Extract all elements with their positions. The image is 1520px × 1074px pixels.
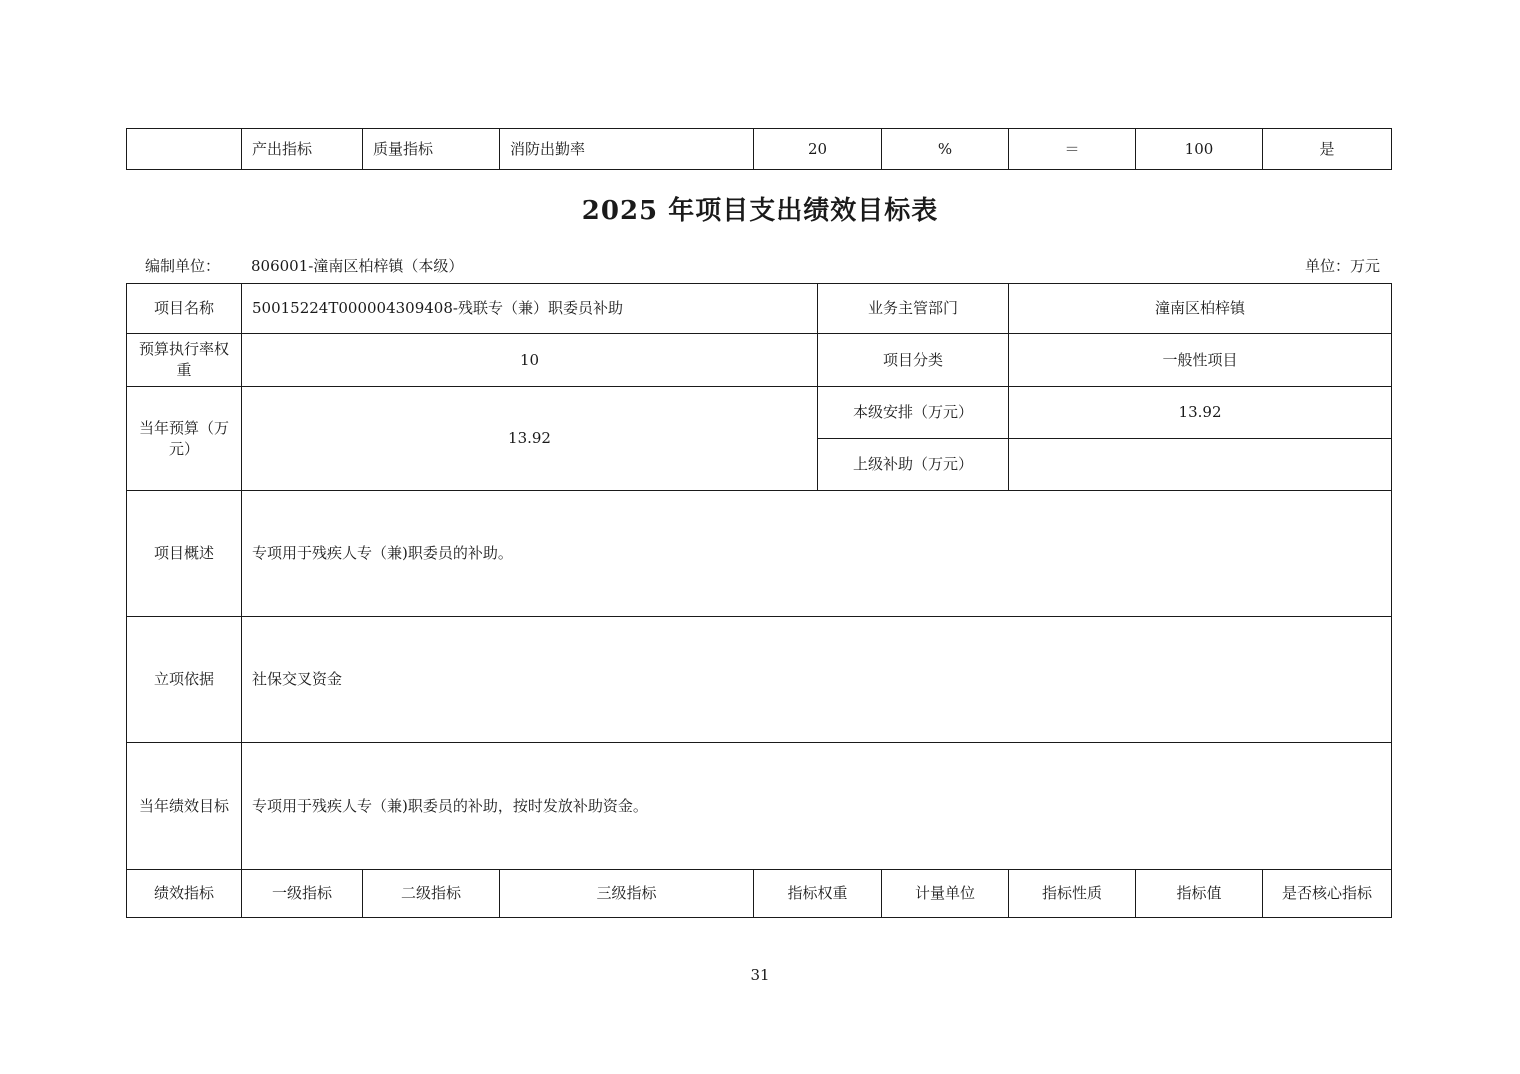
- indicator-unit: %: [882, 129, 1009, 170]
- basis-label: 立项依据: [127, 617, 242, 743]
- first-level-indicator: 产出指标: [242, 129, 363, 170]
- subsidy-value: [1009, 439, 1392, 491]
- basis-value: 社保交叉资金: [242, 617, 1392, 743]
- goal-label: 当年绩效目标: [127, 743, 242, 870]
- value-header: 指标值: [1136, 870, 1263, 918]
- local-funding-label: 本级安排（万元）: [818, 387, 1009, 439]
- exec-weight-value: 10: [242, 334, 818, 387]
- table-row: [127, 387, 1392, 439]
- overview-label: 项目概述: [127, 491, 242, 617]
- category-label: 项目分类: [818, 334, 1009, 387]
- second-level-indicator: 质量指标: [363, 129, 500, 170]
- dept-value: 潼南区柏梓镇: [1009, 284, 1392, 334]
- table-row: [127, 334, 1392, 387]
- second-level-header: 二级指标: [363, 870, 500, 918]
- project-name-label: 项目名称: [127, 284, 242, 334]
- indicator-header: 绩效指标: [127, 870, 242, 918]
- indicator-nature: ＝: [1009, 129, 1136, 170]
- project-name-value: 50015224T000004309408-残联专（兼）职委员补助: [242, 284, 818, 334]
- table-row: [127, 491, 1392, 617]
- budget-value: 13.92: [242, 387, 818, 491]
- org-label: 编制单位：: [145, 257, 221, 275]
- org-info: [145, 255, 463, 276]
- table-row: [127, 129, 1392, 170]
- table-row: [127, 284, 1392, 334]
- page-title: 2025 年项目支出绩效目标表: [581, 196, 939, 226]
- table-row: [127, 743, 1392, 870]
- previous-indicator-table: [126, 128, 1392, 170]
- exec-weight-label: 预算执行率权重: [127, 334, 242, 387]
- goal-value: 专项用于残疾人专（兼)职委员的补助，按时发放补助资金。: [242, 743, 1392, 870]
- third-level-header: 三级指标: [500, 870, 754, 918]
- unit-header: 计量单位: [882, 870, 1009, 918]
- nature-header: 指标性质: [1009, 870, 1136, 918]
- indicator-weight: 20: [754, 129, 882, 170]
- first-level-header: 一级指标: [242, 870, 363, 918]
- local-funding-value: 13.92: [1009, 387, 1392, 439]
- performance-target-table: [126, 283, 1392, 918]
- indicator-is-core: 是: [1263, 129, 1392, 170]
- table-row: [127, 617, 1392, 743]
- overview-value: 专项用于残疾人专（兼)职委员的补助。: [242, 491, 1392, 617]
- category-value: 一般性项目: [1009, 334, 1392, 387]
- third-level-indicator: 消防出勤率: [500, 129, 754, 170]
- weight-header: 指标权重: [754, 870, 882, 918]
- indicator-value: 100: [1136, 129, 1263, 170]
- org-value: 806001-潼南区柏梓镇（本级）: [251, 257, 464, 275]
- blank-cell: [127, 129, 242, 170]
- table-row: [127, 870, 1392, 918]
- currency-unit: 单位：万元: [1304, 257, 1380, 275]
- is-core-header: 是否核心指标: [1263, 870, 1392, 918]
- dept-label: 业务主管部门: [818, 284, 1009, 334]
- page-number: 31: [750, 966, 770, 984]
- subsidy-label: 上级补助（万元）: [818, 439, 1009, 491]
- budget-label: 当年预算（万元）: [127, 387, 242, 491]
